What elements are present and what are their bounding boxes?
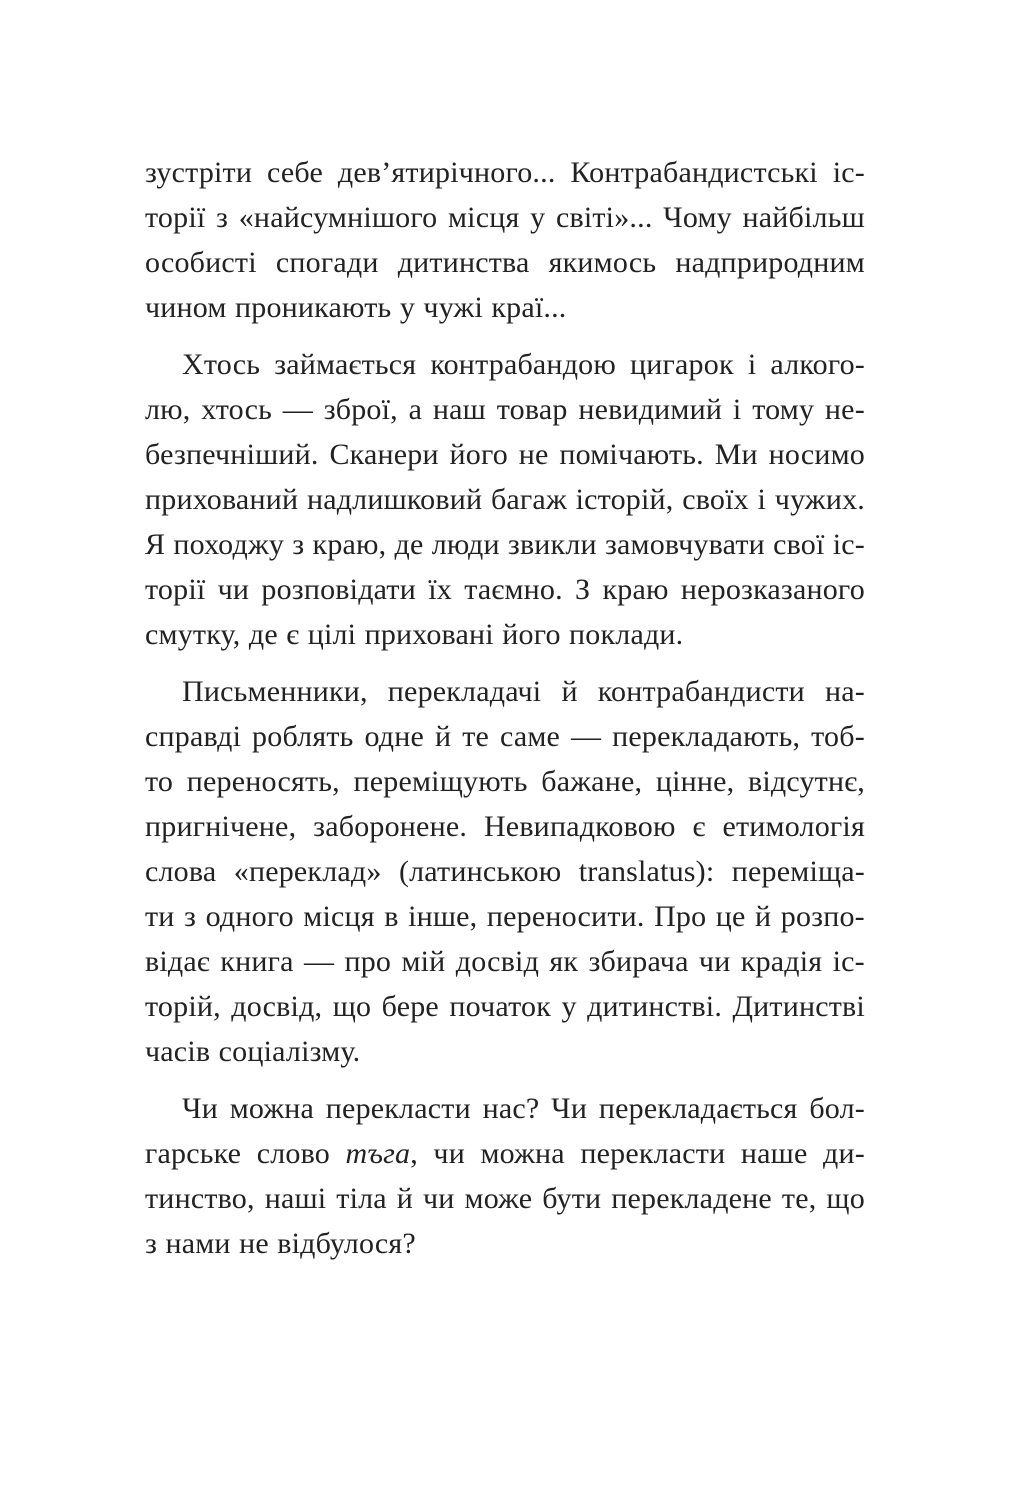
word: Я [145,528,166,561]
word: саме [499,720,561,753]
word: звикли [507,528,597,561]
word: нас? [482,1092,540,1125]
word: і [747,348,757,381]
word: і [757,483,767,516]
word: переміщують [353,765,528,798]
word: бути [542,1182,602,1215]
word: дитинства [397,246,530,279]
word: не [239,1227,269,1260]
word: бол- [809,1092,865,1125]
word: свої [773,528,825,561]
word: тому [752,393,815,426]
text-line [145,240,865,285]
word: інше, [408,900,478,933]
word: перекладають, [612,720,801,753]
paragraph-gap [145,657,865,669]
word: лю, [145,393,191,426]
word: і [732,393,742,426]
word: з [216,201,229,234]
text-line [145,612,865,657]
text-line [145,669,865,714]
word: іс- [832,945,865,978]
word: бере [381,990,439,1023]
word: можна [480,1137,565,1170]
word: крадія [740,945,823,978]
word: перекладене [611,1182,772,1215]
word: «переклад» [233,855,382,888]
word: Чому [663,201,732,234]
text-line [145,849,865,894]
word: на- [825,675,865,708]
word: Чи [551,1092,588,1125]
word: З [575,573,591,606]
word: переміща- [731,855,865,888]
word: розпо- [780,900,865,933]
word: своїх [682,483,749,516]
word: їх [428,573,452,606]
word: не- [824,393,865,426]
word: безпечніший. [145,438,319,471]
word: проникають [235,291,392,324]
paragraph-gap [145,1074,865,1086]
text-line [145,1221,865,1266]
text-line [145,477,865,522]
word: й [755,900,772,933]
word: відбулося? [277,1227,416,1260]
word: тіла [336,1182,387,1215]
word: у [530,201,546,234]
word: зброї, [323,393,398,426]
word: Письменники, [182,675,368,708]
word: поклади. [569,618,684,651]
word: translatus): [578,855,715,888]
word: пригнічене, [145,810,297,843]
text-line [145,150,865,195]
word: тоб- [811,720,865,753]
word: таємно. [464,573,563,606]
word: дев’ятирічного... [337,156,556,189]
paragraph [145,1086,865,1266]
word: бажане, [541,765,643,798]
word: Ми [714,438,758,471]
word: приховані [364,618,494,651]
word: початок [449,990,551,1023]
word: не [518,438,549,471]
word: відсутнє, [747,765,865,798]
word: чи [423,1182,455,1215]
word: Чи [182,1092,218,1125]
word: є [286,618,300,651]
word: заборонене. [313,810,468,843]
word: хтось [201,393,272,426]
word: що [826,1182,865,1215]
text-line [145,432,865,477]
text-line [145,939,865,984]
word: відає [145,945,210,978]
paragraph [145,342,865,657]
word: наші [264,1182,327,1215]
word: походжу [173,528,285,561]
word: чи [433,1137,465,1170]
word: (латинською [398,855,562,888]
word: можна [229,1092,315,1125]
word: помічають. [559,438,704,471]
word: чи [698,945,731,978]
word: цілі [307,618,357,651]
text-line [145,195,865,240]
word: одного [205,900,294,933]
word: найбільш [742,201,865,234]
word: й [561,675,578,708]
word: історій, [575,483,674,516]
word: досвід [455,945,540,978]
word: спогади [275,246,379,279]
word: люди [431,528,500,561]
book-page-text [145,150,865,1266]
word: якимось [548,246,657,279]
word: у [561,990,577,1023]
text-line [145,714,865,759]
word: й [396,1182,414,1215]
word: то [145,765,174,798]
word: його [502,618,561,651]
text-line [145,804,865,849]
text-line [145,567,865,612]
word: невидимий [578,393,723,426]
text-line [145,342,865,387]
word: носимо [768,438,865,471]
word: Дитинстві [732,990,865,1023]
word: надприродним [675,246,865,279]
word: де [394,528,424,561]
word: світі»... [555,201,653,234]
word: торії [145,201,206,234]
word: цінне, [655,765,735,798]
word: чи [217,573,250,606]
word: про [344,945,392,978]
word: в [384,900,399,933]
word: тинство, [145,1182,255,1215]
word: смутку, [145,618,241,651]
text-line [145,1131,865,1176]
word: тъга, [345,1137,418,1170]
word: й [434,720,452,753]
word: є [692,810,706,843]
word: з [145,1227,158,1260]
word: Контрабандистські [570,156,818,189]
word: переносять, [186,765,340,798]
word: контрабандою [430,348,616,381]
word: товар [496,393,568,426]
word: зустріти [145,156,253,189]
word: місця [303,900,375,933]
word: іс- [832,528,865,561]
text-line [145,285,865,330]
paragraph-gap [145,330,865,342]
word: справді [145,720,242,753]
word: Хтось [182,348,261,381]
word: наше [740,1137,808,1170]
word: з [184,900,197,933]
word: контрабандисти [597,675,805,708]
paragraph [145,150,865,330]
word: у [399,291,416,324]
word: мій [401,945,446,978]
word: займається [274,348,417,381]
text-line [145,1086,865,1131]
word: нерозказаного [680,573,865,606]
word: чужих. [774,483,865,516]
text-line [145,759,865,804]
word: розповідати [261,573,416,606]
word: перекласти [325,1092,471,1125]
word: роблять [252,720,354,753]
word: нами [165,1227,231,1260]
word: чужі [423,291,483,324]
word: збирача [588,945,689,978]
word: краю [602,573,669,606]
word: перекласти [580,1137,726,1170]
word: особисті [145,246,257,279]
word: де [248,618,278,651]
word: — [571,720,602,753]
word: це [715,900,746,933]
text-line [145,522,865,567]
word: те, [781,1182,817,1215]
word: те [462,720,490,753]
word: прихований [145,483,299,516]
word: що [332,990,372,1023]
paragraph [145,669,865,1074]
word: Невипадковою [483,810,676,843]
word: етимологія [722,810,865,843]
text-line [145,984,865,1029]
word: місця [447,201,520,234]
word: книга [220,945,294,978]
text-line [145,387,865,432]
word: перекладачі [387,675,542,708]
word: гарське [145,1137,242,1170]
word: часів [145,1035,211,1068]
text-line [145,894,865,939]
word: торії [145,573,206,606]
word: краї... [491,291,567,324]
word: як [549,945,579,978]
word: слово [256,1137,330,1170]
text-line [145,1029,865,1074]
word: соціалізму. [218,1035,361,1068]
word: торій, [145,990,221,1023]
word: себе [267,156,323,189]
word: перекладається [598,1092,798,1125]
word: одне [364,720,425,753]
word: переносити. [486,900,645,933]
word: Сканери [329,438,439,471]
word: — [303,945,335,978]
word: досвід, [231,990,323,1023]
text-line [145,1176,865,1221]
word: а [408,393,423,426]
word: надлишковий [306,483,483,516]
word: — [282,393,313,426]
word: ти [145,900,175,933]
word: ди- [823,1137,865,1170]
word: краю, [312,528,387,561]
word: Про [654,900,707,933]
word: цигарок [630,348,734,381]
word: його [449,438,508,471]
word: наш [432,393,486,426]
word: може [464,1182,533,1215]
word: іс- [832,156,865,189]
word: «найсумнішого [238,201,438,234]
word: замовчувати [604,528,765,561]
word: алкого- [770,348,865,381]
word: багаж [490,483,567,516]
word: чином [145,291,227,324]
word: з [292,528,305,561]
word: дитинстві. [587,990,723,1023]
word: слова [145,855,217,888]
